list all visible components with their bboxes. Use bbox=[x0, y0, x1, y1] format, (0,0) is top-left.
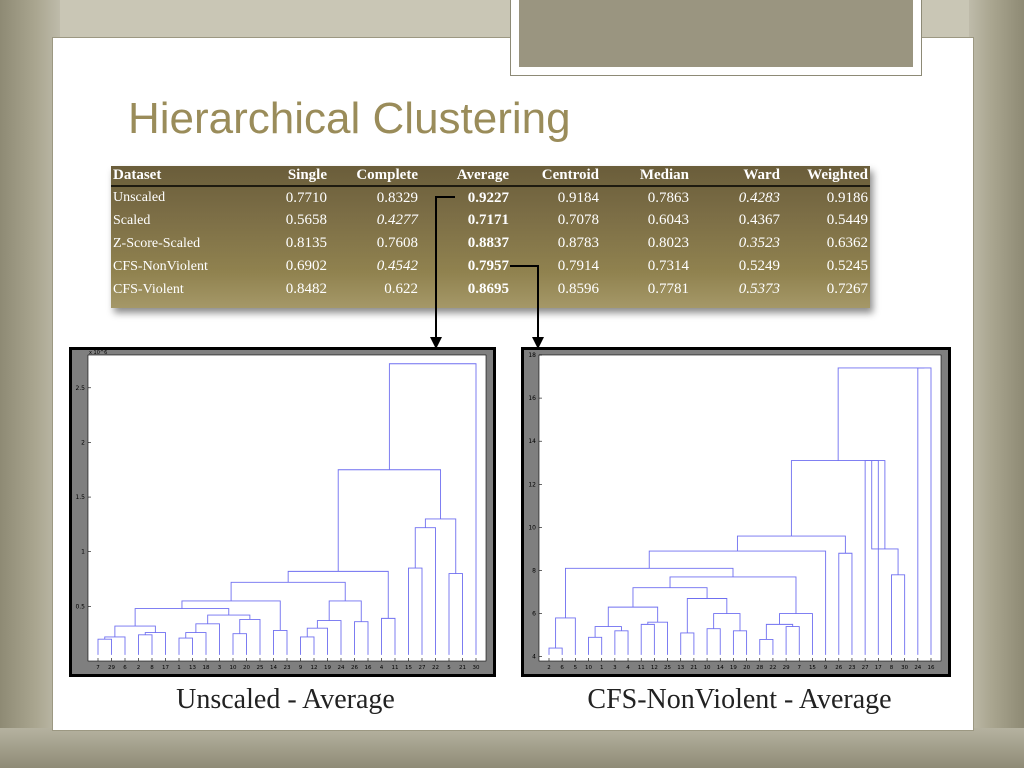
y-tick-label: 6 bbox=[532, 610, 536, 618]
y-tick-label: 14 bbox=[528, 438, 536, 446]
y-tick-label: 8 bbox=[532, 567, 536, 575]
leaf-label: 26 bbox=[351, 665, 358, 671]
table-cell-single: 0.7710 bbox=[285, 189, 327, 206]
y-tick-label: 2.5 bbox=[75, 384, 85, 392]
table-cell-dataset: Z-Score-Scaled bbox=[113, 235, 201, 251]
table-cell-centroid: 0.8783 bbox=[557, 235, 599, 251]
leaf-label: 15 bbox=[405, 665, 412, 671]
leaf-label: 11 bbox=[391, 665, 399, 671]
table-header-complete: Complete bbox=[329, 166, 420, 186]
table-cell-ward: 0.5249 bbox=[738, 258, 780, 274]
leaf-label: 9 bbox=[298, 665, 303, 671]
y-tick-label: 18 bbox=[528, 352, 536, 359]
leaf-label: 7 bbox=[797, 665, 802, 671]
leaf-label: 2 bbox=[136, 665, 141, 671]
leaf-label: 23 bbox=[848, 665, 856, 671]
leaf-label: 30 bbox=[901, 665, 909, 671]
table-cell-average: 0.8695 bbox=[467, 281, 509, 297]
table-cell-complete: 0.4542 bbox=[376, 258, 418, 274]
table-cell-ward: 0.5373 bbox=[738, 281, 780, 297]
table-cell-complete: 0.4277 bbox=[376, 212, 418, 228]
table-cell-centroid: 0.7078 bbox=[557, 212, 599, 228]
table-cell-centroid: 0.7914 bbox=[557, 258, 599, 274]
leaf-label: 25 bbox=[256, 665, 264, 671]
table-cell-single: 0.8135 bbox=[285, 235, 327, 251]
leaf-label: 6 bbox=[123, 665, 127, 671]
table-header-centroid: Centroid bbox=[511, 166, 601, 186]
dendrogram-cfs-nonviolent-average bbox=[521, 347, 951, 677]
table-cell-median: 0.7314 bbox=[647, 258, 689, 274]
leaf-label: 8 bbox=[150, 665, 154, 671]
leaf-label: 24 bbox=[337, 665, 345, 671]
table-cell-weighted: 0.6362 bbox=[826, 235, 868, 251]
y-tick-label: 16 bbox=[528, 395, 536, 403]
leaf-label: 26 bbox=[835, 665, 843, 671]
plot-area bbox=[88, 355, 486, 661]
table-cell-weighted: 0.7267 bbox=[826, 281, 868, 297]
leaf-label: 4 bbox=[626, 665, 630, 671]
table-cell-complete: 0.7608 bbox=[376, 235, 418, 251]
table-cell-ward: 0.3523 bbox=[738, 235, 780, 251]
leaf-label: 17 bbox=[874, 665, 882, 671]
table-cell-average: 0.8837 bbox=[467, 235, 509, 251]
table-header-weighted: Weighted bbox=[782, 166, 870, 186]
leaf-label: 12 bbox=[650, 665, 658, 671]
leaf-label: 24 bbox=[914, 665, 922, 671]
leaf-label: 7 bbox=[96, 665, 100, 671]
table-header-median: Median bbox=[601, 166, 691, 186]
y-tick-label: 0.5 bbox=[75, 603, 85, 611]
dendrogram-unscaled-average-plot bbox=[72, 350, 493, 674]
table-cell-median: 0.7781 bbox=[647, 281, 689, 297]
leaf-label: 20 bbox=[243, 665, 250, 671]
y-tick-label: 10 bbox=[528, 524, 536, 532]
leaf-label: 17 bbox=[162, 665, 169, 671]
leaf-label: 10 bbox=[703, 665, 711, 671]
leaf-label: 8 bbox=[889, 665, 894, 671]
arrow-cfs-nonviolent-average bbox=[510, 266, 538, 343]
table-header-ward: Ward bbox=[691, 166, 782, 186]
y-tick-label: 12 bbox=[528, 481, 536, 489]
table-cell-dataset: CFS-Violent bbox=[113, 281, 184, 297]
table-cell-complete: 0.8329 bbox=[376, 189, 418, 206]
leaf-label: 10 bbox=[229, 665, 237, 671]
caption-cfs-nonviolent-average: CFS-NonViolent - Average bbox=[587, 684, 892, 715]
leaf-label: 19 bbox=[729, 665, 737, 671]
leaf-label: 4 bbox=[379, 665, 384, 671]
leaf-label: 16 bbox=[927, 665, 935, 671]
leaf-label: 3 bbox=[613, 665, 617, 671]
table-cell-single: 0.6902 bbox=[285, 258, 327, 274]
leaf-label: 5 bbox=[447, 665, 451, 671]
leaf-label: 1 bbox=[599, 665, 604, 671]
leaf-label: 29 bbox=[108, 665, 115, 671]
leaf-label: 6 bbox=[560, 665, 564, 671]
leaf-label: 14 bbox=[270, 665, 277, 671]
leaf-label: 28 bbox=[756, 665, 764, 671]
table-cell-median: 0.7863 bbox=[647, 189, 689, 206]
table-cell-centroid: 0.8596 bbox=[557, 281, 599, 297]
slide-title: Hierarchical Clustering bbox=[128, 94, 571, 143]
dendrogram-unscaled-average bbox=[69, 347, 496, 677]
table-header-single: Single bbox=[261, 166, 329, 186]
table-cell-median: 0.8023 bbox=[647, 235, 689, 251]
table-cell-single: 0.8482 bbox=[285, 281, 327, 297]
leaf-label: 11 bbox=[637, 665, 645, 671]
leaf-label: 10 bbox=[585, 665, 593, 671]
leaf-label: 22 bbox=[432, 665, 439, 671]
table-header-average: Average bbox=[420, 166, 511, 186]
table-cell-dataset: Scaled bbox=[113, 212, 151, 228]
table-cell-weighted: 0.9186 bbox=[826, 189, 868, 206]
table-cell-ward: 0.4367 bbox=[738, 212, 780, 228]
table-cell-dataset: CFS-NonViolent bbox=[113, 258, 208, 274]
leaf-label: 12 bbox=[310, 665, 318, 671]
leaf-label: 21 bbox=[690, 665, 698, 671]
leaf-label: 29 bbox=[782, 665, 790, 671]
y-scale-note: x 10^6 bbox=[89, 350, 108, 356]
leaf-label: 1 bbox=[177, 665, 181, 671]
leaf-label: 27 bbox=[418, 665, 426, 671]
leaf-label: 5 bbox=[573, 665, 578, 671]
leaf-label: 22 bbox=[769, 665, 777, 671]
leaf-label: 9 bbox=[823, 665, 828, 671]
y-tick-label: 4 bbox=[532, 653, 536, 661]
leaf-label: 14 bbox=[716, 665, 724, 671]
y-tick-label: 1 bbox=[81, 548, 85, 556]
leaf-label: 2 bbox=[547, 665, 551, 671]
leaf-label: 21 bbox=[459, 665, 466, 671]
leaf-label: 23 bbox=[283, 665, 291, 671]
leaf-label: 19 bbox=[324, 665, 331, 671]
leaf-label: 16 bbox=[364, 665, 372, 671]
leaf-label: 15 bbox=[808, 665, 816, 671]
leaf-label: 25 bbox=[664, 665, 672, 671]
leaf-label: 18 bbox=[202, 665, 210, 671]
leaf-label: 3 bbox=[217, 665, 222, 671]
y-tick-label: 1.5 bbox=[75, 494, 85, 502]
table-cell-median: 0.6043 bbox=[647, 212, 689, 228]
leaf-label: 27 bbox=[861, 665, 869, 671]
leaf-label: 13 bbox=[189, 665, 196, 671]
table-cell-dataset: Unscaled bbox=[113, 190, 166, 205]
leaf-label: 13 bbox=[677, 665, 685, 671]
table-header-dataset: Dataset bbox=[111, 166, 261, 186]
y-tick-label: 2 bbox=[81, 439, 85, 447]
leaf-label: 30 bbox=[472, 665, 480, 671]
arrow-unscaled-average bbox=[436, 197, 455, 343]
table-cell-weighted: 0.5449 bbox=[826, 212, 868, 228]
table-cell-ward: 0.4283 bbox=[738, 189, 780, 206]
table-cell-average: 0.7957 bbox=[467, 258, 509, 274]
dendrogram-cfs-nonviolent-average-plot bbox=[524, 350, 948, 674]
table-cell-complete: 0.622 bbox=[384, 281, 418, 297]
table-cell-average: 0.7171 bbox=[467, 212, 509, 228]
caption-unscaled-average: Unscaled - Average bbox=[176, 684, 395, 715]
table-cell-centroid: 0.9184 bbox=[557, 189, 599, 206]
table-cell-average: 0.9227 bbox=[467, 189, 509, 206]
table-cell-single: 0.5658 bbox=[285, 212, 327, 228]
leaf-label: 20 bbox=[743, 665, 751, 671]
table-cell-weighted: 0.5245 bbox=[826, 258, 868, 274]
